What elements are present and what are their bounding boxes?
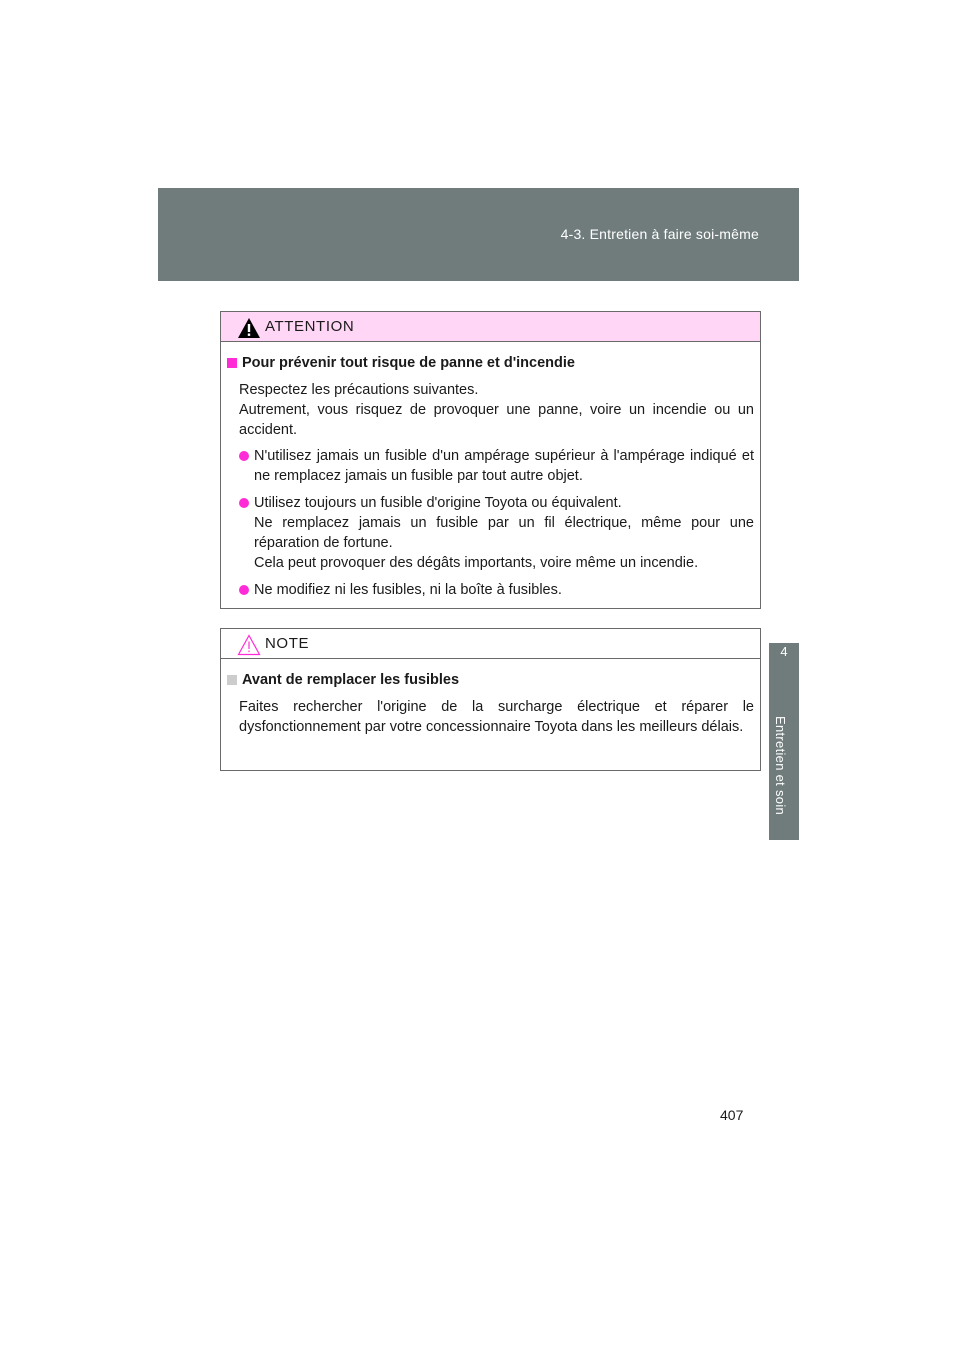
bullet-line: Ne remplacez jamais un fusible par un fil électrique, même pour une réparation de fortune. xyxy=(254,515,754,551)
bullet-line: Ne modifiez ni les fusibles, ni la boîte à fusibles. xyxy=(254,582,562,598)
warning-title: Pour prévenir tout risque de panne et d'incendie xyxy=(242,355,575,371)
warning-box xyxy=(220,311,761,609)
warning-triangle-filled-icon xyxy=(237,317,261,339)
warning-label: ATTENTION xyxy=(265,318,355,335)
chapter-title: Entretien et soin xyxy=(773,716,788,816)
square-bullet-icon xyxy=(227,358,237,368)
warning-bullet-item xyxy=(227,493,754,573)
warning-header xyxy=(221,312,760,342)
warning-intro-line: Respectez les précautions suivantes. xyxy=(239,382,479,398)
warning-bullet-item xyxy=(227,580,754,600)
warning-body xyxy=(221,342,760,600)
circle-bullet-icon xyxy=(239,585,249,595)
warning-bullet-text xyxy=(254,493,754,573)
chapter-side-tab xyxy=(769,643,799,840)
note-label: NOTE xyxy=(265,635,310,652)
note-text: Faites rechercher l'origine de la surcharge électrique et réparer le dysfonctionnement par votre concessionnaire Toyota dans les meilleurs délais. xyxy=(239,699,754,735)
note-header xyxy=(221,629,760,659)
circle-bullet-icon xyxy=(239,498,249,508)
note-body xyxy=(221,659,760,737)
bullet-line: Utilisez toujours un fusible d'origine Toyota ou équivalent. xyxy=(254,495,622,511)
warning-bullet-text xyxy=(254,446,754,486)
square-bullet-icon xyxy=(227,675,237,685)
warning-section-heading xyxy=(227,353,754,373)
warning-bullet-item xyxy=(227,446,754,486)
warning-triangle-outline-icon xyxy=(237,634,261,656)
note-section-heading xyxy=(227,670,754,690)
bullet-line: Cela peut provoquer des dégâts importants, voire même un incendie. xyxy=(254,555,699,571)
section-title: 4-3. Entretien à faire soi-même xyxy=(560,226,759,242)
bullet-line: N'utilisez jamais un fusible d'un ampérage supérieur à l'ampérage indiqué et ne remplacez jamais un fusible par tout autre objet. xyxy=(254,448,754,484)
note-box xyxy=(220,628,761,771)
note-title: Avant de remplacer les fusibles xyxy=(242,672,460,688)
chapter-header-band xyxy=(158,188,799,281)
warning-bullet-text xyxy=(254,580,754,600)
circle-bullet-icon xyxy=(239,451,249,461)
chapter-number: 4 xyxy=(780,644,788,659)
warning-intro xyxy=(227,380,754,440)
warning-intro-line: Autrement, vous risquez de provoquer une panne, voire un incendie ou un accident. xyxy=(239,402,754,438)
page-number: 407 xyxy=(720,1107,744,1123)
